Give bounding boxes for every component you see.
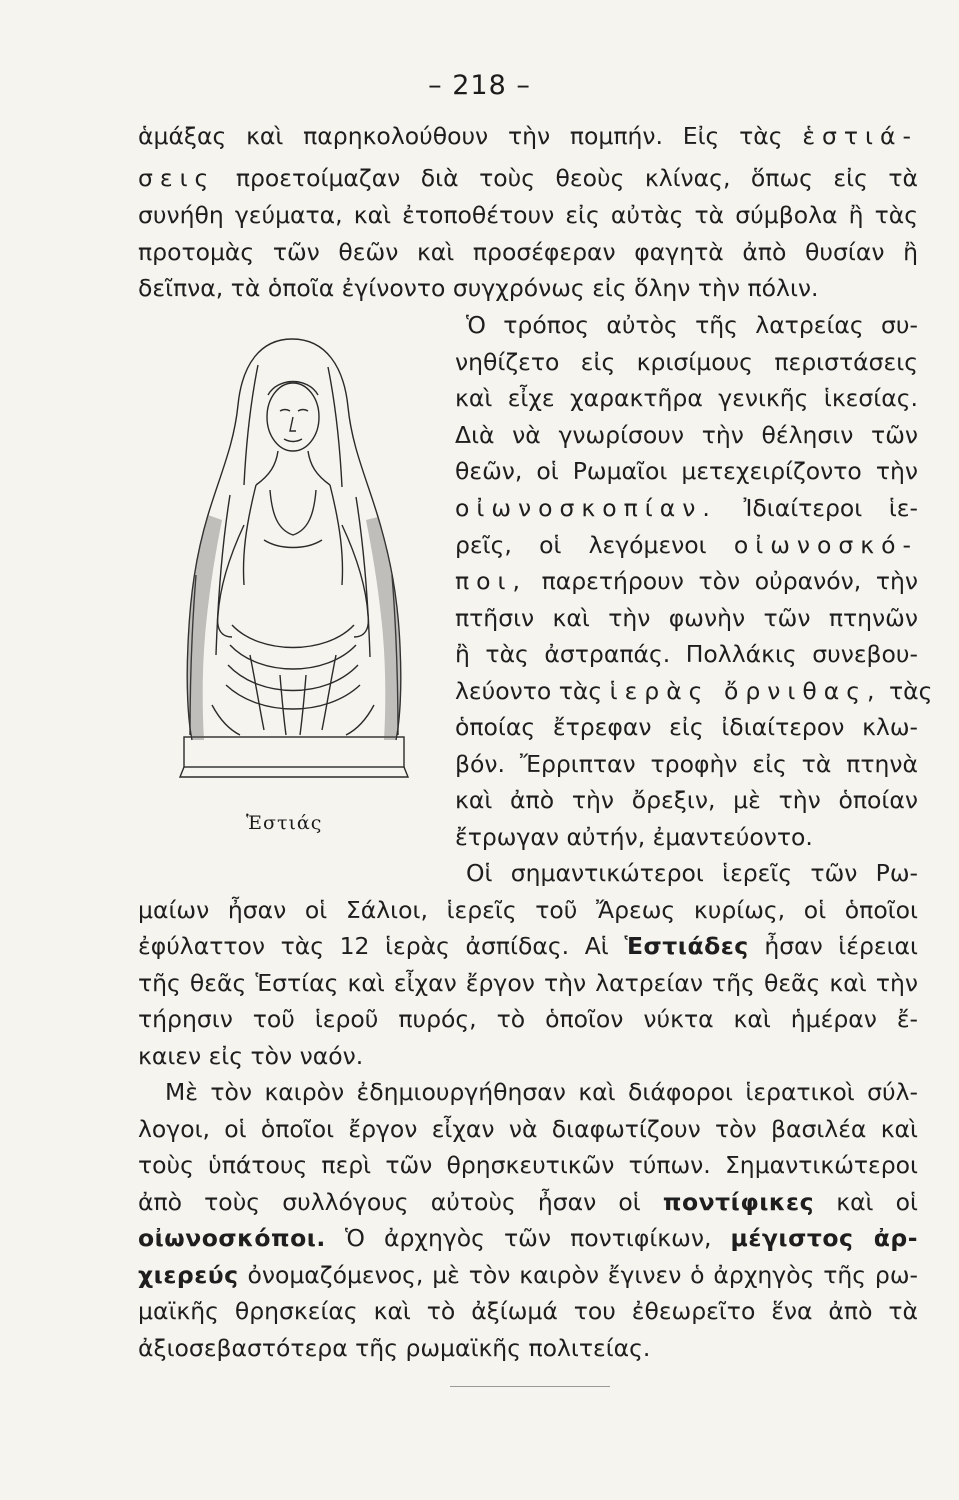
text-line: δεῖπνα, τὰ ὁποῖα ἐγίνοντο συγχρόνως εἰς ὅλην τὴν πόλιν. bbox=[138, 274, 819, 302]
text-line bbox=[455, 671, 933, 711]
text-line bbox=[455, 525, 918, 565]
text-span: ἦσαν ἱέρειαι bbox=[764, 932, 918, 960]
text-line: καιεν εἰς τὸν ναόν. bbox=[138, 1042, 364, 1070]
text-line: ἀξιοσεβαστότερα τῆς ρωμαϊκῆς πολιτείας. bbox=[138, 1334, 651, 1362]
text-line: Οἱ σημαντικώτεροι ἱερεῖς τῶν Ρω- bbox=[466, 859, 918, 887]
text-line bbox=[455, 561, 918, 601]
text-line bbox=[138, 926, 918, 966]
text-line: καὶ εἶχε χαρακτῆρα γενικῆς ἱκεσίας. bbox=[455, 384, 918, 412]
text-line: τήρησιν τοῦ ἱεροῦ πυρός, τὸ ὁποῖον νύκτα καὶ ἡμέραν ἔ- bbox=[138, 1005, 918, 1033]
text-span: ὀνομαζόμενος, μὲ τὸν καιρὸν ἔγινεν ὁ ἀρχηγὸς τῆς ρω- bbox=[247, 1261, 918, 1289]
text-line: θεῶν, οἱ Ρωμαῖοι μετεχειρίζοντο τὴν bbox=[455, 457, 918, 485]
footer-rule bbox=[450, 1386, 610, 1387]
vestal-statue-illustration bbox=[160, 325, 425, 795]
text-line: Ὁ τρόπος αὐτὸς τῆς λατρείας συ- bbox=[466, 311, 918, 339]
page-number: – 218 – bbox=[428, 70, 531, 101]
bold-term: ποντίφικες bbox=[662, 1188, 815, 1216]
bold-term: οἰωνοσκόποι. bbox=[138, 1224, 326, 1252]
text-span: λεύοντο τὰς bbox=[455, 677, 603, 705]
text-span: Ἰδιαίτεροι ἱε- bbox=[743, 494, 918, 522]
text-span: ρεῖς, οἱ λεγόμενοι bbox=[455, 531, 707, 559]
spaced-text: ἑστιά- bbox=[802, 122, 918, 150]
text-line bbox=[138, 1255, 918, 1295]
text-line: προτομὰς τῶν θεῶν καὶ προσέφεραν φαγητὰ ἀπὸ θυσίαν ἢ bbox=[138, 238, 918, 266]
spaced-text: ἱερὰς ὄρνιθας, bbox=[609, 677, 882, 705]
spaced-text: οἰωνοσκό- bbox=[733, 531, 918, 559]
text-line: ὁποίας ἔτρεφαν εἰς ἰδιαίτερον κλω- bbox=[455, 713, 918, 741]
spaced-text: ποι, bbox=[455, 567, 527, 595]
text-line bbox=[138, 1182, 918, 1222]
text-line: λογοι, οἱ ὁποῖοι ἔργον εἶχαν νὰ διαφωτίζουν τὸν βασιλέα καὶ bbox=[138, 1115, 918, 1143]
text-span: Ὁ ἀρχηγὸς τῶν ποντιφίκων, bbox=[344, 1224, 712, 1252]
text-span: παρετήρουν τὸν οὐρανόν, τὴν bbox=[541, 567, 918, 595]
text-line: τῆς θεᾶς Ἑστίας καὶ εἶχαν ἔργον τὴν λατρείαν τῆς θεᾶς καὶ τὴν bbox=[138, 969, 918, 997]
text-span: τὰς bbox=[888, 677, 933, 705]
spaced-text: οἰωνοσκοπίαν. bbox=[455, 494, 717, 522]
text-span: προετοίμαζαν διὰ τοὺς θεοὺς κλίνας, ὅπως εἰς τὰ bbox=[235, 164, 918, 192]
text-span: ἐφύλαττον τὰς 12 ἱερὰς ἀσπίδας. Αἱ bbox=[138, 932, 609, 960]
text-line: νηθίζετο εἰς κρισίμους περιστάσεις bbox=[455, 348, 918, 376]
text-line: τοὺς ὑπάτους περὶ τῶν θρησκευτικῶν τύπων. Σημαντικώτεροι bbox=[138, 1151, 918, 1179]
text-line: συνήθη γεύματα, καὶ ἐτοποθέτουν εἰς αὐτὰς τὰ σύμβολα ἢ τὰς bbox=[138, 201, 918, 229]
text-line: ἢ τὰς ἀστραπάς. Πολλάκις συνεβου- bbox=[455, 640, 918, 668]
text-span: καὶ οἱ bbox=[836, 1188, 918, 1216]
text-line: μαϊκῆς θρησκείας καὶ τὸ ἀξίωμά του ἐθεωρεῖτο ἕνα ἀπὸ τὰ bbox=[138, 1297, 918, 1325]
spaced-text: σεις bbox=[138, 164, 216, 192]
text-line bbox=[138, 116, 918, 156]
text-line: Μὲ τὸν καιρὸν ἐδημιουργήθησαν καὶ διάφοροι ἱερατικοὶ σύλ- bbox=[165, 1078, 918, 1106]
figure-caption: Ἑστιάς bbox=[246, 812, 323, 834]
text-line: ἔτρωγαν αὐτήν, ἐμαντεύοντο. bbox=[455, 823, 813, 851]
bold-term: χιερεύς bbox=[138, 1261, 239, 1289]
text-span: ἁμάξας καὶ παρηκολούθουν τὴν πομπήν. Εἰς τὰς bbox=[138, 122, 783, 150]
text-line bbox=[138, 1218, 918, 1258]
text-span: ἀπὸ τοὺς συλλόγους αὐτοὺς ἦσαν οἱ bbox=[138, 1188, 641, 1216]
text-line: καὶ ἀπὸ τὴν ὄρεξιν, μὲ τὴν ὁποίαν bbox=[455, 786, 918, 814]
text-line: μαίων ἦσαν οἱ Σάλιοι, ἱερεῖς τοῦ Ἄρεως κυρίως, οἱ ὁποῖοι bbox=[138, 896, 918, 924]
bold-term: μέγιστος ἀρ- bbox=[730, 1224, 918, 1252]
text-line: βόν. Ἔρριπταν τροφὴν εἰς τὰ πτηνὰ bbox=[455, 750, 918, 778]
text-line: πτῆσιν καὶ τὴν φωνὴν τῶν πτηνῶν bbox=[455, 604, 918, 632]
text-line bbox=[138, 158, 918, 198]
bold-term: Ἑστιάδες bbox=[624, 932, 749, 960]
text-line: Διὰ νὰ γνωρίσουν τὴν θέλησιν τῶν bbox=[455, 421, 918, 449]
text-line bbox=[455, 488, 918, 528]
